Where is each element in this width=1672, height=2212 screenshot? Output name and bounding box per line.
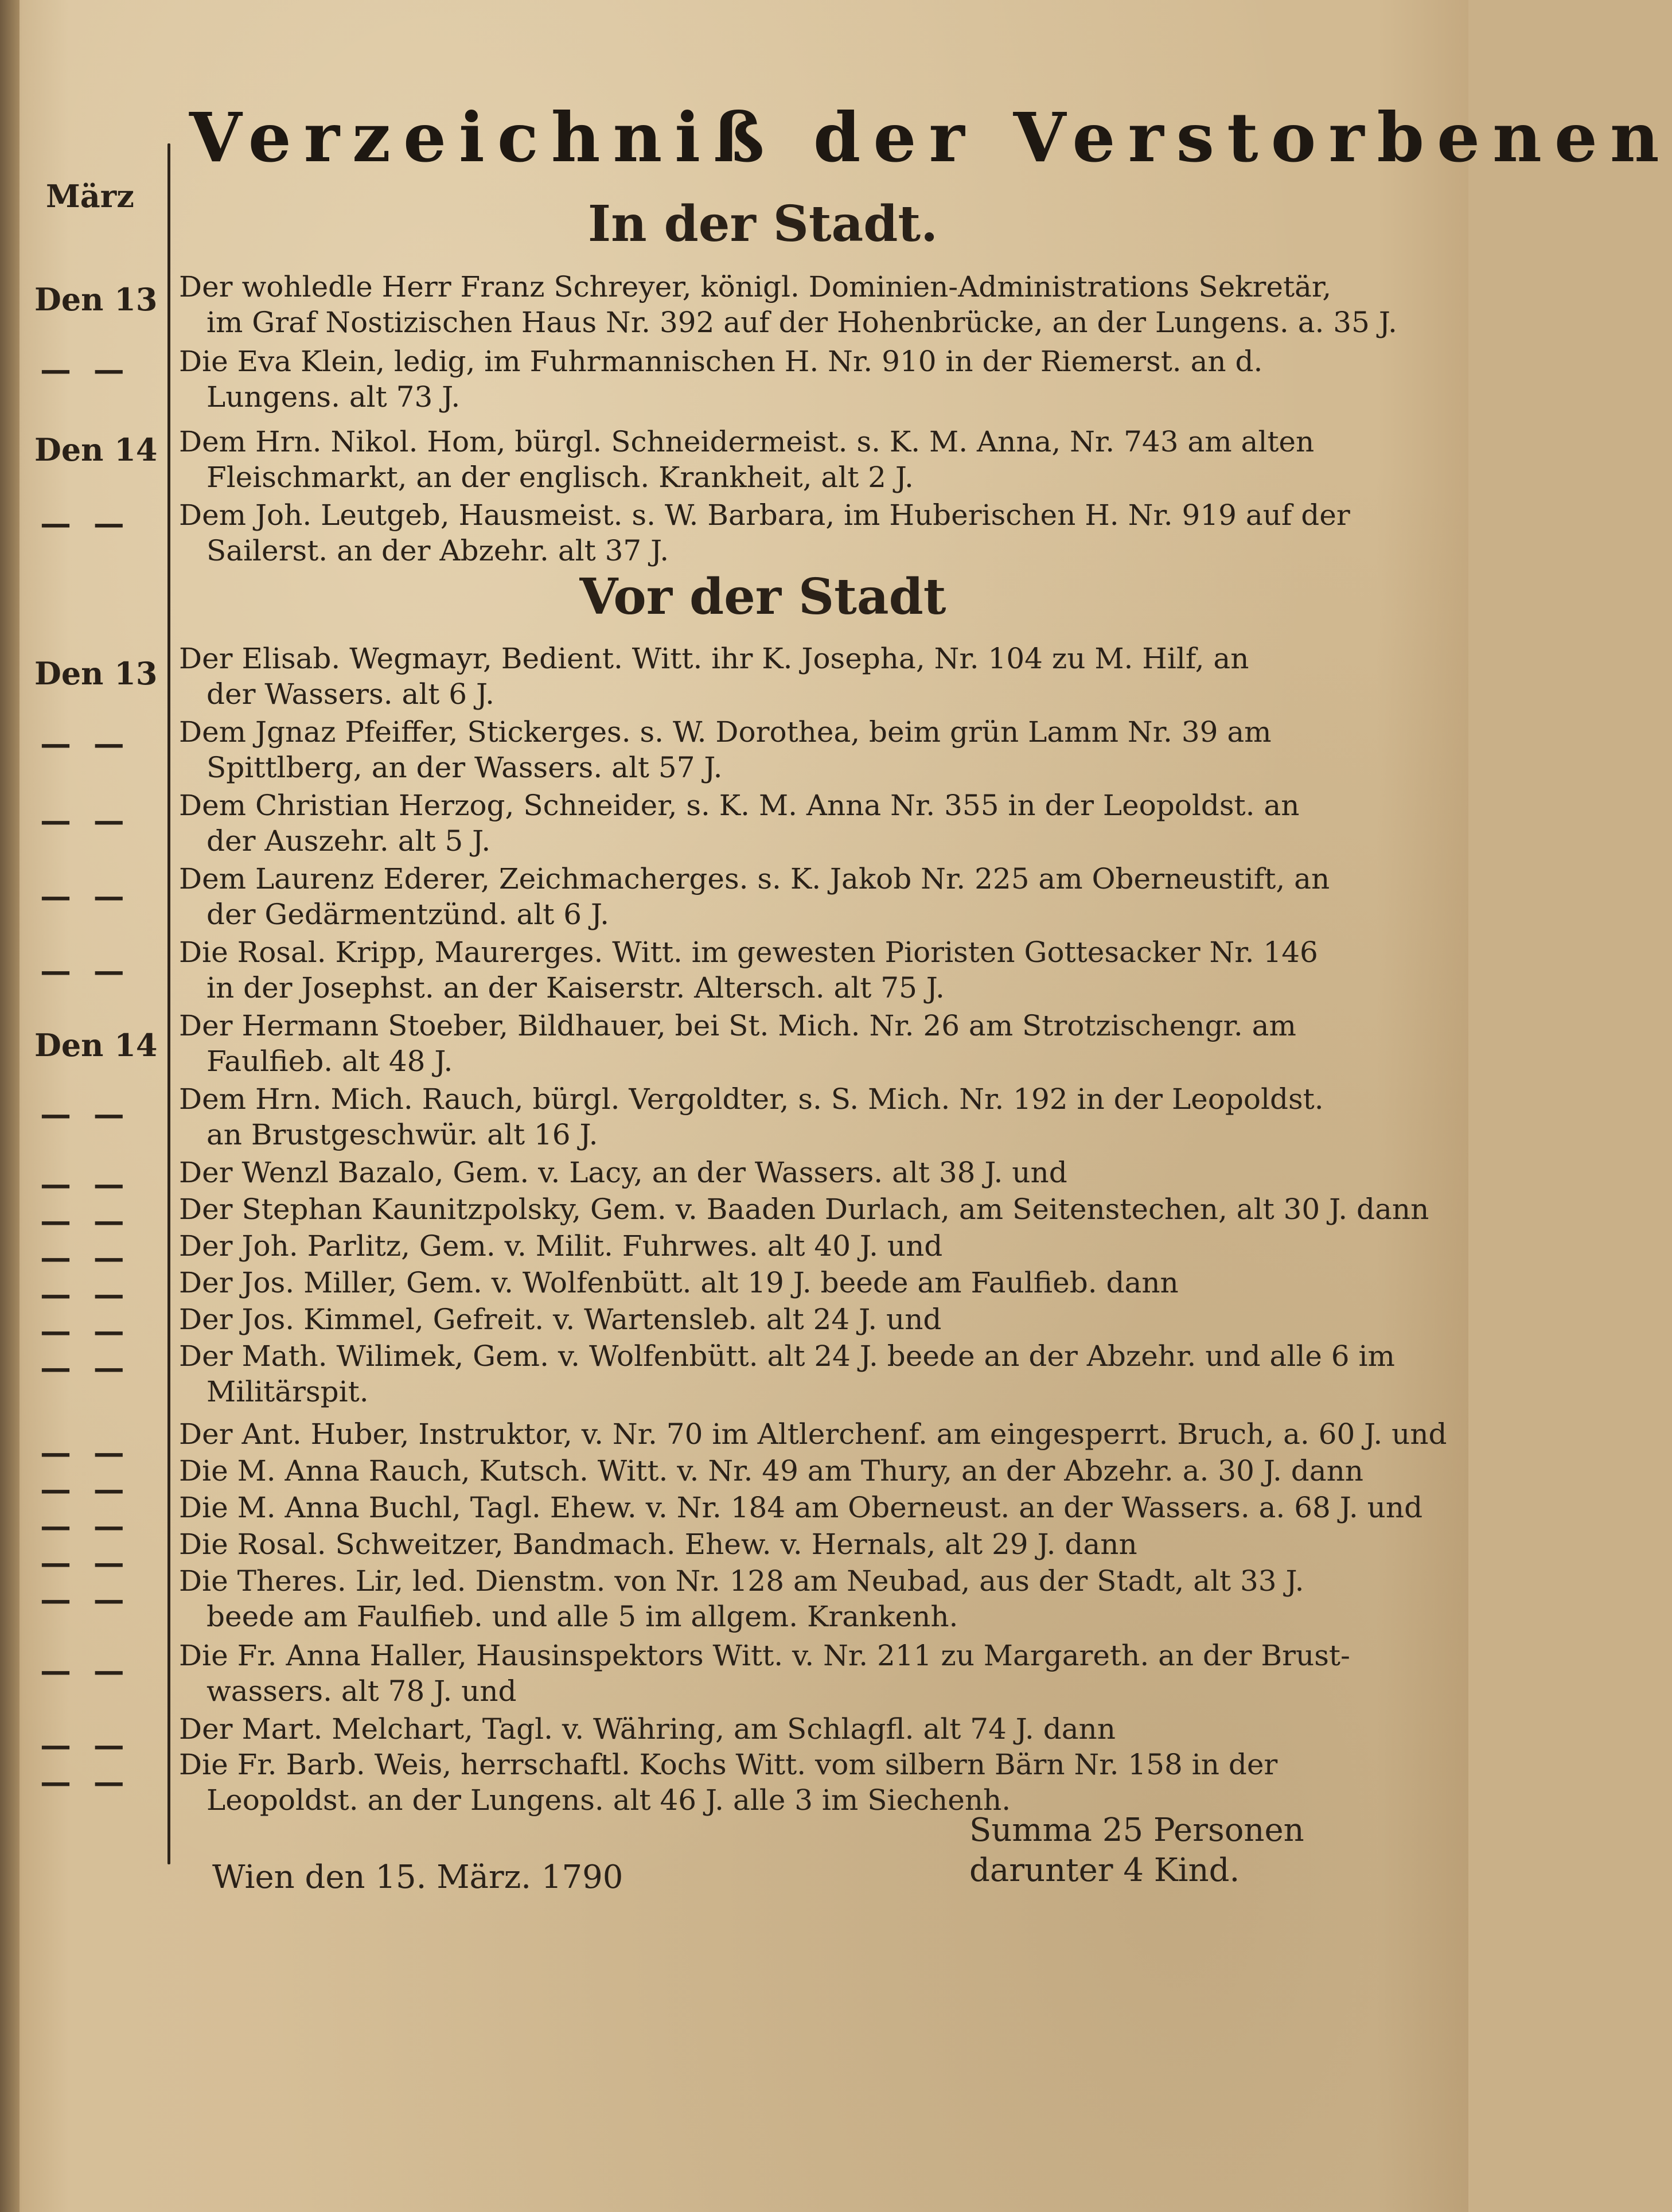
ditto-mark: — — [40,725,130,762]
entry-line: Spittlberg, an der Wassers. alt 57 J. [206,751,723,784]
ditto-mark: — — [40,505,130,542]
entry-line: Dem Christian Herzog, Schneider, s. K. M. Anna Nr. 355 in der Leopoldst. an [179,789,1300,822]
entry-line: im Graf Nostizischen Haus Nr. 392 auf der Hohenbrücke, an der Lungens. a. 35 J. [206,306,1397,339]
entry-line: Der wohledle Herr Franz Schreyer, königl. Dominien-Administrations Sekretär, [179,270,1332,303]
ditto-mark: — — [40,1239,130,1276]
ditto-mark: — — [40,1276,130,1313]
section-heading-city: In der Stadt. [587,195,938,253]
entry-line: Der Ant. Huber, Instruktor, v. Nr. 70 im Altlerchenf. am eingesperrt. Bruch, a. 60 J. und [179,1417,1447,1451]
entry-line: Die Eva Klein, ledig, im Fuhrmannischen H. Nr. 910 in der Riemerst. an d. [179,345,1263,378]
ditto-mark: — — [40,1763,130,1800]
margin-rule [167,143,170,1864]
place-and-date: Wien den 15. März. 1790 [212,1859,623,1896]
entry-line: Der Math. Wilimek, Gem. v. Wolfenbütt. alt 24 J. beede an der Abzehr. und alle 6 im [179,1339,1395,1373]
entry-line: Dem Laurenz Ederer, Zeichmacherges. s. K. Jakob Nr. 225 am Oberneustift, an [179,862,1330,895]
ditto-mark: — — [40,1581,130,1618]
section-heading-suburb: Vor der Stadt [579,568,946,626]
entry-line: beede am Faulfieb. und alle 5 im allgem. Krankenh. [206,1600,958,1633]
entry-line: Die Theres. Lir, led. Dienstm. von Nr. 128 am Neubad, aus der Stadt, alt 33 J. [179,1564,1304,1598]
entry-line: Der Hermann Stoeber, Bildhauer, bei St. Mich. Nr. 26 am Strotzischengr. am [179,1009,1296,1042]
entry-line: Leopoldst. an der Lungens. alt 46 J. alle 3 im Siechenh. [206,1783,1011,1817]
ditto-mark: — — [40,1471,130,1508]
entry-line: Der Jos. Kimmel, Gefreit. v. Wartensleb. alt 24 J. und [179,1303,942,1336]
page-binding-edge [0,0,20,2212]
entry-line: der Auszehr. alt 5 J. [206,824,491,858]
ditto-mark: — — [40,1652,130,1689]
ditto-mark: — — [40,1544,130,1581]
entry-line: Der Elisab. Wegmayr, Bedient. Witt. ihr K. Josepha, Nr. 104 zu M. Hilf, an [179,642,1249,675]
entry-line: Fleischmarkt, an der englisch. Krankheit, alt 2 J. [206,461,914,494]
entry-line: Die M. Anna Rauch, Kutsch. Witt. v. Nr. 49 am Thury, an der Abzehr. a. 30 J. dann [179,1454,1363,1487]
ditto-mark: — — [40,1349,130,1386]
entry-line: Dem Jgnaz Pfeiffer, Stickerges. s. W. Dorothea, beim grün Lamm Nr. 39 am [179,715,1272,749]
ditto-mark: — — [40,1508,130,1544]
entry-line: Der Mart. Melchart, Tagl. v. Währing, am Schlagfl. alt 74 J. dann [179,1712,1116,1746]
entry-line: Faulfieb. alt 48 J. [206,1045,453,1078]
ditto-mark: — — [40,1166,130,1202]
entry-line: Die M. Anna Buchl, Tagl. Ehew. v. Nr. 184 am Oberneust. an der Wassers. a. 68 J. und [179,1491,1423,1524]
entry-line: Die Fr. Anna Haller, Hausinspektors Witt. v. Nr. 211 zu Margareth. an der Brust- [179,1639,1350,1672]
entry-line: Lungens. alt 73 J. [206,380,461,414]
ditto-mark: — — [40,802,130,839]
entry-line: in der Josephst. an der Kaiserstr. Altersch. alt 75 J. [206,971,945,1004]
date-label: Den 13 [34,281,158,318]
summary-total: Summa 25 Personen [969,1812,1304,1849]
ditto-mark: — — [40,1202,130,1239]
entry-line: der Wassers. alt 6 J. [206,677,495,711]
entry-line: der Gedärmentzünd. alt 6 J. [206,898,610,931]
entry-line: Die Rosal. Kripp, Maurerges. Witt. im gewesten Pioristen Gottesacker Nr. 146 [179,936,1318,969]
ditto-mark: — — [40,1434,130,1471]
entry-line: wassers. alt 78 J. und [206,1674,517,1708]
entry-line: Die Rosal. Schweitzer, Bandmach. Ehew. v. Hernals, alt 29 J. dann [179,1528,1137,1561]
entry-line: Dem Joh. Leutgeb, Hausmeist. s. W. Barbara, im Huberischen H. Nr. 919 auf der [179,499,1350,532]
date-label: Den 14 [34,1027,158,1064]
ditto-mark: — — [40,878,130,914]
ditto-mark: — — [40,351,130,388]
ditto-mark: — — [40,952,130,989]
document-title: Verzeichniß der Verstorbenen [189,98,1672,177]
date-label: Den 13 [34,655,158,692]
ditto-mark: — — [40,1727,130,1763]
entry-line: Der Wenzl Bazalo, Gem. v. Lacy, an der Wassers. alt 38 J. und [179,1156,1067,1189]
entry-line: Der Jos. Miller, Gem. v. Wolfenbütt. alt 19 J. beede am Faulfieb. dann [179,1266,1179,1299]
ditto-mark: — — [40,1313,130,1349]
entry-line: an Brustgeschwür. alt 16 J. [206,1118,598,1151]
entry-line: Sailerst. an der Abzehr. alt 37 J. [206,534,669,567]
summary-children: darunter 4 Kind. [969,1852,1240,1889]
entry-line: Militärspit. [206,1375,369,1408]
month-label: März [46,178,134,215]
ditto-mark: — — [40,1096,130,1132]
entry-line: Dem Hrn. Nikol. Hom, bürgl. Schneidermeist. s. K. M. Anna, Nr. 743 am alten [179,425,1315,458]
entry-line: Der Joh. Parlitz, Gem. v. Milit. Fuhrwes. alt 40 J. und [179,1229,943,1263]
date-label: Den 14 [34,431,158,468]
entry-line: Der Stephan Kaunitzpolsky, Gem. v. Baaden Durlach, am Seitenstechen, alt 30 J. dann [179,1193,1429,1226]
entry-line: Dem Hrn. Mich. Rauch, bürgl. Vergoldter, s. S. Mich. Nr. 192 in der Leopoldst. [179,1082,1324,1116]
entry-line: Die Fr. Barb. Weis, herrschaftl. Kochs Witt. vom silbern Bärn Nr. 158 in der [179,1748,1278,1781]
